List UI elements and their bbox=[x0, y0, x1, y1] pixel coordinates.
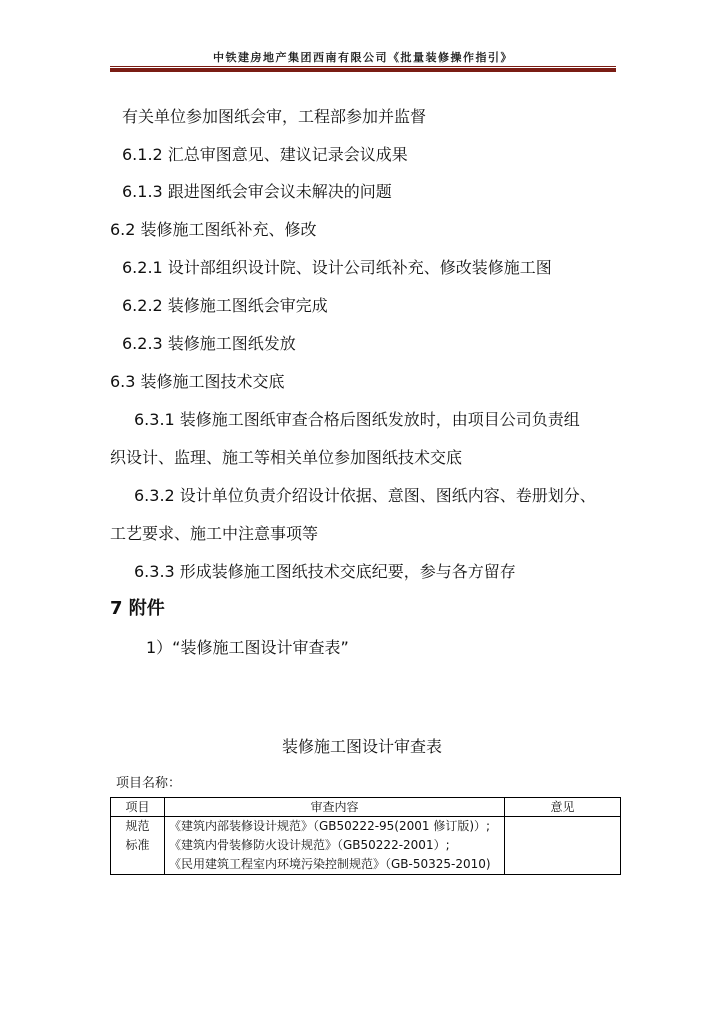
row-category bbox=[111, 817, 165, 875]
body-line-2: 6.1.2 汇总审图意见、建议记录会议成果 bbox=[122, 145, 408, 164]
section-heading-7: 7 附件 bbox=[110, 598, 165, 619]
project-name-label: 项目名称： bbox=[116, 776, 182, 791]
form-title: 装修施工图设计审查表 bbox=[281, 737, 442, 756]
row-opinion[interactable] bbox=[505, 817, 621, 875]
header-opinion: 意见 bbox=[505, 798, 621, 817]
standard-item-1: 《建筑内部装修设计规范》（GB50222-95(2001 修订版)）; bbox=[169, 819, 491, 833]
body-line-3: 6.1.3 跟进图纸会审会议未解决的问题 bbox=[122, 182, 392, 201]
header-title: 中铁建房地产集团西南有限公司《批量装修操作指引》 bbox=[213, 51, 513, 64]
attachment-item: 1）“装修施工图设计审查表” bbox=[146, 638, 349, 657]
table-row bbox=[111, 817, 621, 875]
section-heading-6-3: 6.3 装修施工图技术交底 bbox=[110, 372, 285, 391]
row-category-line-1: 规范 bbox=[125, 819, 150, 833]
standard-item-3: 《民用建筑工程室内环境污染控制规范》（GB-50325-2010) bbox=[169, 857, 491, 871]
header-rule-thin bbox=[110, 66, 616, 67]
body-line-11: 6.3.2 设计单位负责介绍设计依据、意图、图纸内容、卷册划分、 bbox=[134, 486, 596, 505]
body-line-13: 6.3.3 形成装修施工图纸技术交底纪要，参与各方留存 bbox=[134, 562, 516, 581]
body-line-10: 织设计、监理、施工等相关单位参加图纸技术交底 bbox=[110, 448, 463, 467]
review-table bbox=[110, 797, 621, 875]
body-line-7: 6.2.3 装修施工图纸发放 bbox=[122, 334, 296, 353]
row-content bbox=[165, 817, 505, 875]
body-line-6: 6.2.2 装修施工图纸会审完成 bbox=[122, 296, 328, 315]
standard-item-2: 《建筑内骨装修防火设计规范》（GB50222-2001）; bbox=[169, 838, 450, 852]
body-line-5: 6.2.1 设计部组织设计院、设计公司纸补充、修改装修施工图 bbox=[122, 258, 552, 277]
body-line-12: 工艺要求、施工中注意事项等 bbox=[110, 524, 319, 543]
table-header-row bbox=[111, 798, 621, 817]
header-rule-thick bbox=[110, 68, 616, 72]
body-line-9: 6.3.1 装修施工图纸审查合格后图纸发放时，由项目公司负责组 bbox=[134, 410, 580, 429]
header-content: 审查内容 bbox=[165, 798, 505, 817]
row-category-line-2: 标准 bbox=[125, 838, 150, 852]
body-line-1: 有关单位参加图纸会审，工程部参加并监督 bbox=[122, 107, 427, 126]
section-heading-6-2: 6.2 装修施工图纸补充、修改 bbox=[110, 220, 317, 239]
header-item: 项目 bbox=[111, 798, 165, 817]
